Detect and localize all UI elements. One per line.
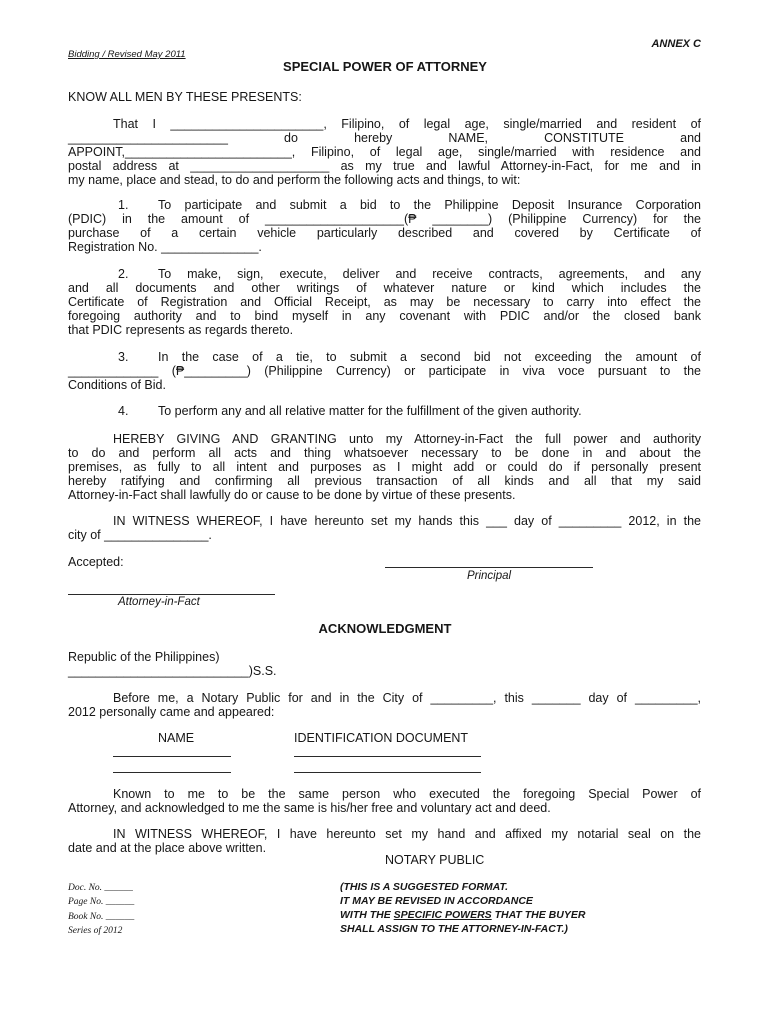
salutation-text: KNOW ALL MEN BY THESE PRESENTS: — [68, 90, 302, 104]
paragraph-line: Certificate of Registration and Official Receipt, as may be necessary to carry into effect the — [68, 295, 701, 309]
venue-line: Republic of the Philippines) — [68, 650, 220, 664]
paragraph-line: Before me, a Notary Public for and in the City of _________, this _______ day of _________, — [113, 691, 701, 705]
paragraph-line: APPOINT,________________________, Filipino, of legal age, single/married with residence and — [68, 145, 701, 159]
disclaimer-text: THAT THE BUYER — [491, 909, 586, 921]
name-blank-line — [113, 772, 231, 773]
paragraph-line: 2012 personally came and appeared: — [68, 705, 275, 719]
appearance-paragraph — [68, 691, 701, 719]
paragraph-line — [68, 267, 701, 281]
paragraph-line: Attorney, and acknowledged to me the same is his/her free and voluntary act and deed. — [68, 801, 551, 815]
acknowledgment-title: ACKNOWLEDGMENT — [318, 621, 452, 636]
register-line: Doc. No. ______ — [68, 883, 133, 893]
witness-paragraph — [68, 514, 701, 542]
paragraph-line: That I ______________________, Filipino, of legal age, single/married and resident of — [113, 117, 701, 131]
line-text: To participate and submit a bid to the Philippine Deposit Insurance Corporation — [158, 198, 701, 212]
paragraph-line: _______________________ do hereby NAME, CONSTITUTE and — [68, 131, 701, 145]
paragraph-line: city of _______________. — [68, 528, 212, 542]
item-number: 3. — [118, 350, 129, 364]
disclaimer-line: SHALL ASSIGN TO THE ATTORNEY-IN-FACT.) — [340, 923, 568, 935]
id-document-blank-line — [294, 772, 481, 773]
paragraph-line: (PDIC) in the amount of ____________________(₱ ________) (Philippine Currency) for the — [68, 212, 701, 226]
paragraph-line: purchase of a certain vehicle particularly described and covered by Certificate of — [68, 226, 701, 240]
disclaimer-line: (THIS IS A SUGGESTED FORMAT. — [340, 881, 508, 893]
power-item-4 — [68, 404, 701, 418]
paragraph-line: my name, place and stead, to do and perform the following acts and things, to wit: — [68, 173, 521, 187]
paragraph-line: Attorney-in-Fact shall lawfully do or cause to be done by virtue of these presents. — [68, 488, 516, 502]
principal-label: Principal — [466, 570, 512, 582]
venue-line: __________________________)S.S. — [68, 664, 277, 678]
paragraph-line: date and at the place above written. — [68, 841, 267, 855]
paragraph-line: IN WITNESS WHEREOF, I have hereunto set my hands this ___ day of _________ 2012, in the — [113, 514, 701, 528]
power-item-2 — [68, 267, 701, 337]
paragraph-line: and all documents and other writings of whatever nature or kind which includes the — [68, 281, 701, 295]
item-number: 2. — [118, 267, 129, 281]
register-line: Series of 2012 — [68, 925, 123, 936]
register-line: Book No. ______ — [68, 911, 135, 922]
paragraph-line: _____________ (₱_________) (Philippine Currency) or participate in viva voce pursuant to the — [68, 364, 701, 378]
line-text: To perform any and all relative matter for the fulfillment of the given authority. — [158, 404, 582, 418]
name-blank-line — [113, 756, 231, 757]
paragraph-line: Conditions of Bid. — [68, 378, 166, 392]
paragraph-line: hereby ratifying and confirming all previous transaction of all kinds and all that my said — [68, 474, 701, 488]
paragraph-line: HEREBY GIVING AND GRANTING unto my Attorney-in-Fact the full power and authority — [113, 432, 701, 446]
opening-paragraph — [68, 117, 701, 187]
accepted-label: Accepted: — [68, 555, 124, 569]
venue — [68, 650, 701, 678]
item-number: 4. — [118, 404, 129, 418]
paragraph-line — [68, 198, 701, 212]
line-text: To make, sign, execute, deliver and receive contracts, agreements, and any — [158, 267, 701, 281]
paragraph-line: Known to me to be the same person who executed the foregoing Special Power of — [113, 787, 701, 801]
disclaimer-text: WITH THE — [340, 909, 394, 921]
item-number: 1. — [118, 198, 129, 212]
disclaimer-note — [340, 880, 585, 936]
disclaimer-line — [340, 908, 585, 922]
line-text: In the case of a tie, to submit a second bid not exceeding the amount of — [158, 350, 701, 364]
disclaimer-line: IT MAY BE REVISED IN ACCORDANCE — [340, 895, 533, 907]
document-title: SPECIAL POWER OF ATTORNEY — [283, 59, 487, 74]
notarial-witness-paragraph — [68, 827, 701, 855]
id-document-blank-line — [294, 756, 481, 757]
disclaimer-emphasis: SPECIFIC POWERS — [393, 909, 492, 921]
paragraph-line: to do and perform all acts and thing whatsoever necessary to be done in and about the — [68, 446, 701, 460]
paragraph-line: IN WITNESS WHEREOF, I have hereunto set my hand and affixed my notarial seal on the — [113, 827, 701, 841]
revision-note: Bidding / Revised May 2011 — [68, 49, 186, 60]
power-item-1 — [68, 198, 701, 254]
grant-paragraph — [68, 432, 701, 502]
paragraph-line: premises, as fully to all intent and purposes as I might add or could do if personally present — [68, 460, 701, 474]
annex-label: ANNEX C — [651, 38, 701, 50]
paragraph-line: postal address at ____________________ as my true and lawful Attorney-in-Fact, for me and in — [68, 159, 701, 173]
paragraph-line: that PDIC represents as regards thereto. — [68, 323, 294, 337]
register-line: Page No. ______ — [68, 897, 135, 908]
principal-signature-line — [385, 567, 593, 568]
notarial-register — [68, 881, 134, 938]
paragraph-line: foregoing authority and to bind myself in any covenant with PDIC and/or the closed bank — [68, 309, 701, 323]
id-document-column-header: IDENTIFICATION DOCUMENT — [294, 731, 469, 745]
name-column-header: NAME — [158, 731, 195, 745]
paragraph-line — [68, 404, 701, 418]
attorney-label: Attorney-in-Fact — [118, 596, 200, 608]
paragraph-line — [68, 350, 701, 364]
salutation — [68, 90, 701, 104]
paragraph-line: Registration No. ______________. — [68, 240, 262, 254]
notary-public-label: NOTARY PUBLIC — [385, 853, 485, 867]
power-item-3 — [68, 350, 701, 392]
known-paragraph — [68, 787, 701, 815]
